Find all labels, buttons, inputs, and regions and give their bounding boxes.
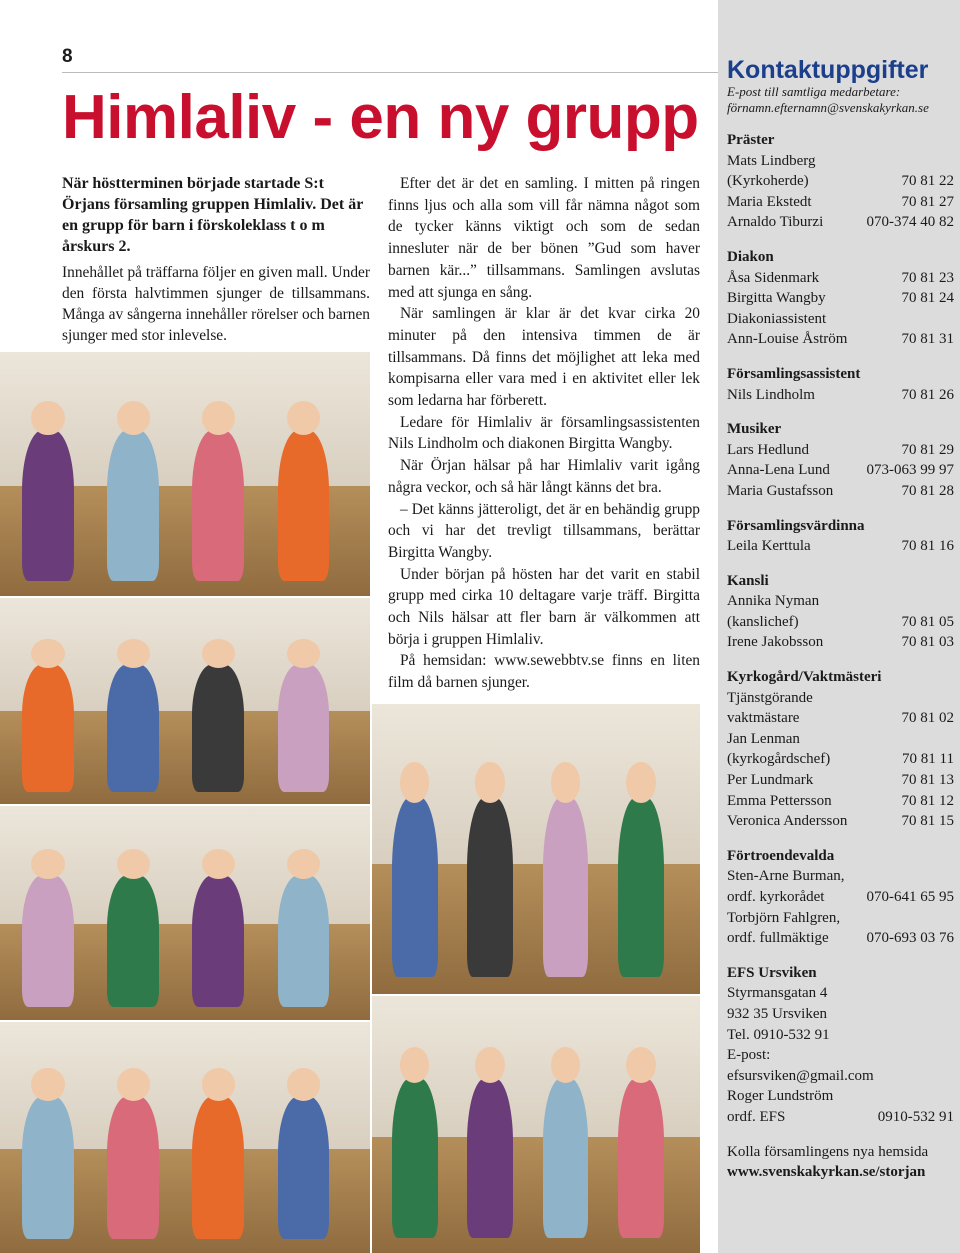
contact-section [727,364,954,405]
child-head [31,401,64,435]
contact-row [727,385,954,406]
child-figure [192,875,244,1008]
contact-row [727,192,954,213]
child-head [400,762,430,803]
contact-row [727,1066,954,1087]
contact-name: Maria Ekstedt [727,193,812,210]
contact-name: Annika Nyman [727,593,820,610]
contact-name: Birgitta Wangby [727,290,826,307]
child-head [31,849,64,879]
contact-section-heading: Diakon [727,248,774,265]
contact-name: Tjänstgörande [727,689,813,706]
intro-paragraph: Innehållet på träffarna följer en given mall. Under den första halvtimmen sjunger de tillsammans. Många av sångerna innehåller rörelser och barnen sjunger med stor inlevelse. [62,264,370,344]
footer-text: Kolla församlingens nya hemsida [727,1143,929,1160]
contact-row [727,1045,954,1066]
contact-name: Roger Lundström [727,1088,834,1105]
contact-section [727,130,954,233]
website-link[interactable]: www.svenskakyrkan.se/storjan [727,1164,926,1181]
contact-section-heading: Förtroendevalda [727,847,835,864]
contact-name: (Kyrkoherde) [727,173,809,190]
contact-phone: 70 81 16 [901,538,954,555]
contact-sidebar [718,0,960,1253]
child-figure [618,797,664,977]
contact-name: Irene Jakobsson [727,634,824,651]
contact-row [727,171,954,192]
contact-phone: 073-063 99 97 [866,462,954,479]
contact-name: ordf. EFS [727,1108,786,1125]
child-figure [278,664,330,792]
sidebar-subtitle-line: E-post till samtliga medarbetare: [727,84,901,99]
child-figure [107,1096,159,1239]
contact-name: Per Lundmark [727,772,814,789]
contact-name: Arnaldo Tiburzi [727,214,824,231]
child-head [626,762,656,803]
contact-name: Åsa Sidenmark [727,269,820,286]
photo-kids-arms-raised [0,352,370,596]
contact-row [727,1107,954,1128]
photo-prayer-circle [0,1022,370,1253]
child-head [202,1068,235,1100]
contact-name: (kanslichef) [727,613,799,630]
contact-name: Ann-Louise Åström [727,331,848,348]
child-head [117,401,150,435]
child-figure [543,797,589,977]
contact-row [727,749,954,770]
contact-row [727,329,954,350]
sidebar-subtitle [727,84,954,116]
contact-row [727,887,954,908]
contact-row [727,268,954,289]
child-figure [392,797,438,977]
contact-phone: 70 81 22 [901,173,954,190]
contact-row [727,1025,954,1046]
body-paragraph: – Det känns jätteroligt, det är en behändig grupp och vi har det trevligt tillsammans, berättar Birgitta Wangby. [388,500,700,561]
contact-name: 932 35 Ursviken [727,1005,827,1022]
contact-name: ordf. kyrkorådet [727,889,825,905]
page-number: 8 [62,46,73,67]
contact-phone: 70 81 29 [901,441,954,458]
contact-name: Diakoniassistent [727,310,827,327]
contact-row [727,928,954,949]
body-paragraph: På hemsidan: www.sewebbtv.se finns en liten film då barnen sjunger. [388,652,700,692]
contact-row [727,481,954,502]
contact-row [727,309,954,330]
contact-phone: 70 81 24 [901,290,954,307]
contact-name: Mats Lindberg [727,152,816,169]
child-head [475,762,505,803]
photo-kids-sitting [0,598,370,804]
contact-row [727,612,954,633]
contact-phone: 070-374 40 82 [866,214,954,231]
contact-phone: 70 81 05 [901,613,954,630]
child-figure [467,1078,513,1237]
child-figure [543,1078,589,1237]
body-paragraph: Efter det är det en samling. I mitten på ringen finns ljus och alla som vill får nämna något som de tycker känns viktigt och som de sedan innesluter när de ber bönen ”Gud som haver barnen kär...” tillsammans. Samlingen avslutas med att sjunga en sång. [388,175,700,301]
child-figure [192,430,244,581]
child-figure [107,875,159,1008]
contact-section [727,846,954,949]
child-figure [467,797,513,977]
child-figure [278,1096,330,1239]
child-figure [22,430,74,581]
sidebar-title: Kontaktuppgifter [727,56,929,84]
contact-phone: 070-641 65 95 [866,889,954,905]
child-figure [22,1096,74,1239]
contact-row [727,866,954,887]
child-head [31,639,64,668]
contact-section [727,419,954,501]
contact-phone: 70 81 15 [901,813,954,830]
contact-section-heading: Kyrkogård/Vaktmästeri [727,669,882,686]
contact-row [727,1004,954,1025]
contact-name: Torbjörn Fahlgren, [727,909,841,926]
contact-phone: 70 81 12 [901,792,954,809]
child-figure [22,875,74,1008]
contact-sections [727,130,954,1128]
child-head [287,1068,320,1100]
contact-name: vaktmästare [727,710,800,727]
contact-row [727,791,954,812]
article-body [388,173,700,694]
contact-row [727,440,954,461]
photo-kids-drawing [372,996,700,1253]
article-title: Himlaliv - en ny grupp [62,83,699,152]
photo-guitar-singing [0,806,370,1020]
contact-name: ordf. fullmäktige [727,930,829,947]
contact-row [727,632,954,653]
contact-phone: 70 81 31 [901,331,954,348]
child-head [551,762,581,803]
contact-name: Tel. 0910-532 91 [727,1026,830,1043]
child-figure [22,664,74,792]
child-figure [278,430,330,581]
contact-phone: 70 81 27 [901,193,954,210]
contact-name: Sten-Arne Burman, [727,868,845,885]
contact-section-heading: Kansli [727,572,769,589]
contact-row [727,708,954,729]
contact-row [727,729,954,750]
contact-name: Anna-Lena Lund [727,462,830,479]
contact-phone: 70 81 23 [901,269,954,286]
contact-section-heading: Församlingsvärdinna [727,517,865,534]
contact-name: Lars Hedlund [727,441,810,458]
contact-phone: 070-693 03 76 [866,930,954,947]
contact-section-heading: Präster [727,132,775,148]
top-rule [62,72,718,73]
contact-phone: 70 81 28 [901,482,954,499]
child-head [202,849,235,879]
contact-section [727,516,954,557]
child-head [202,639,235,668]
contact-phone: 70 81 03 [901,634,954,651]
sidebar-subtitle-line: förnamn.efternamn@svenskakyrkan.se [727,100,929,115]
child-figure [278,875,330,1008]
contact-name: E-post: [727,1047,771,1064]
child-head [202,401,235,435]
child-figure [392,1078,438,1237]
child-head [475,1047,505,1083]
body-paragraph: När samlingen är klar är det kvar cirka 20 minuter på den intensiva timmen de är tillsammans. Då finns det möjlighet att leka med kompisarna eller vara med i en aktivitet eller lek som ledarna har förberett. [388,305,700,410]
contact-name: Jan Lenman [727,730,800,747]
child-head [31,1068,64,1100]
child-figure [107,664,159,792]
contact-name: Styrmansgatan 4 [727,985,828,1002]
body-paragraph: När Örjan hälsar på har Himlaliv varit igång några veckor, och så här långt känns det bra. [388,457,700,496]
contact-row [727,688,954,709]
contact-section [727,667,954,832]
contact-row [727,1086,954,1107]
contact-name: Emma Pettersson [727,792,832,809]
child-head [287,401,320,435]
contact-name: Nils Lindholm [727,386,815,403]
contact-section [727,963,954,1128]
contact-name: Veronica Andersson [727,813,848,830]
contact-row [727,983,954,1004]
contact-phone: 70 81 13 [901,772,954,789]
contact-phone: 70 81 11 [902,751,954,768]
contact-name: (kyrkogårdschef) [727,751,831,768]
body-paragraph: Ledare för Himlaliv är församlingsassistenten Nils Lindholm och diakonen Birgitta Wangby. [388,413,700,453]
contact-section [727,571,954,653]
contact-row [727,288,954,309]
body-paragraph: Under början på hösten har det varit en stabil grupp med cirka 10 deltagare varje träff. Birgitta och Nils hälsar att fler barn är välkommen att börja i gruppen Himlaliv. [388,565,700,648]
contact-phone: 70 81 26 [901,386,954,403]
child-head [117,1068,150,1100]
contact-name: efsursviken@gmail.com [727,1067,874,1084]
contact-row [727,151,954,172]
contact-section [727,247,954,350]
contact-row [727,460,954,481]
child-figure [192,1096,244,1239]
contact-name: Leila Kerttula [727,538,811,555]
contact-row [727,591,954,612]
child-head [287,639,320,668]
child-head [287,849,320,879]
sidebar-footer [727,1142,954,1183]
photo-kids-dancing [372,704,700,994]
contact-row [727,908,954,929]
child-figure [107,430,159,581]
contact-row [727,811,954,832]
contact-section-heading: Församlingsassistent [727,365,861,382]
child-head [117,849,150,879]
contact-row [727,536,954,557]
contact-row [727,770,954,791]
child-head [626,1047,656,1083]
article-intro [62,262,370,346]
article-lead: När höstterminen började startade S:t Örjans församling gruppen Himlaliv. Det är en grupp för barn i förskoleklass t o m årskurs 2. [62,175,364,255]
contact-name: Maria Gustafsson [727,482,834,499]
contact-phone: 0910-532 91 [877,1108,954,1125]
contact-section-heading: EFS Ursviken [727,964,817,981]
child-figure [192,664,244,792]
contact-phone: 70 81 02 [901,710,954,727]
child-head [117,639,150,668]
contact-section-heading: Musiker [727,421,782,438]
child-figure [618,1078,664,1237]
contact-row [727,212,954,233]
